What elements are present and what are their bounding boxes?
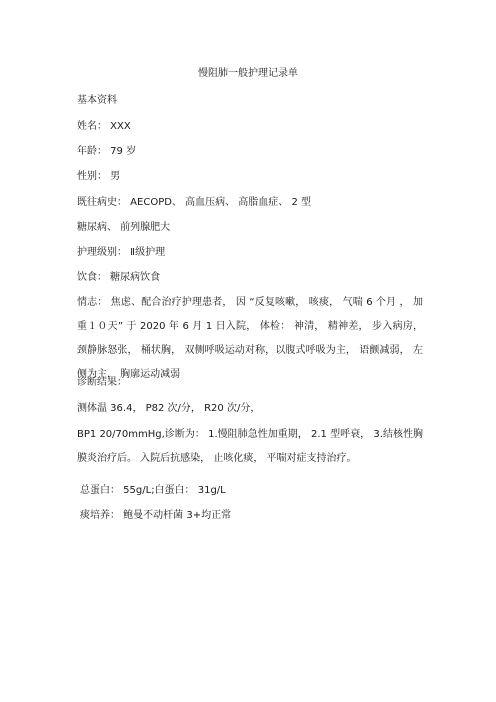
field-diet: 饮食： 糖尿病饮食 [77,272,161,283]
condition-paragraph: 情志： 焦虑、配合治疗护理患者， 因 “反复咳嗽， 咳痰， 气喘 6 个月 ， 加重１０天” 于 2020 年 6 月 1 日入院， 体检： 神清， 精神差， 步入病房，颈静脉怒张， 桶状胸， 双侧呼吸运动对称，以腹式呼吸为主， 语颤减弱， 左侧为主， 胸廓运动减弱 [77,297,423,380]
vitals-line: 测体温 36.4， P82 次/分， R20 次/分， [77,403,261,414]
protein-line: 总蛋白： 55g/L;白蛋白： 31g/L [80,485,226,496]
field-name: 姓名： XXX [77,121,131,132]
field-nursing-level: 护理级别： Ⅱ级护理 [77,247,166,258]
section-heading-basic: 基本资料 [77,95,117,106]
field-gender: 性别： 男 [77,171,121,182]
field-history-line-1: 既往病史： AECOPD、 高血压病、 高脂血症、 2 型 [77,197,311,208]
diagnosis-heading: 诊断结果： [77,377,127,388]
field-age: 年龄： 79 岁 [77,146,137,157]
document-title: 慢阻肺一般护理记录单 [198,68,298,79]
field-history-line-2: 糖尿病、 前列腺肥大 [77,222,171,233]
sputum-culture-line: 痰培养： 鲍曼不动杆菌 3+均正常 [80,510,232,521]
diagnosis-paragraph: BP1 20/70mmHg,诊断为： 1.慢阻肺急性加重期， 2.1 型呼衰， 3.结核性胸膜炎治疗后。 入院后抗感染， 止咳化痰， 平喘对症支持治疗。 [77,429,423,464]
